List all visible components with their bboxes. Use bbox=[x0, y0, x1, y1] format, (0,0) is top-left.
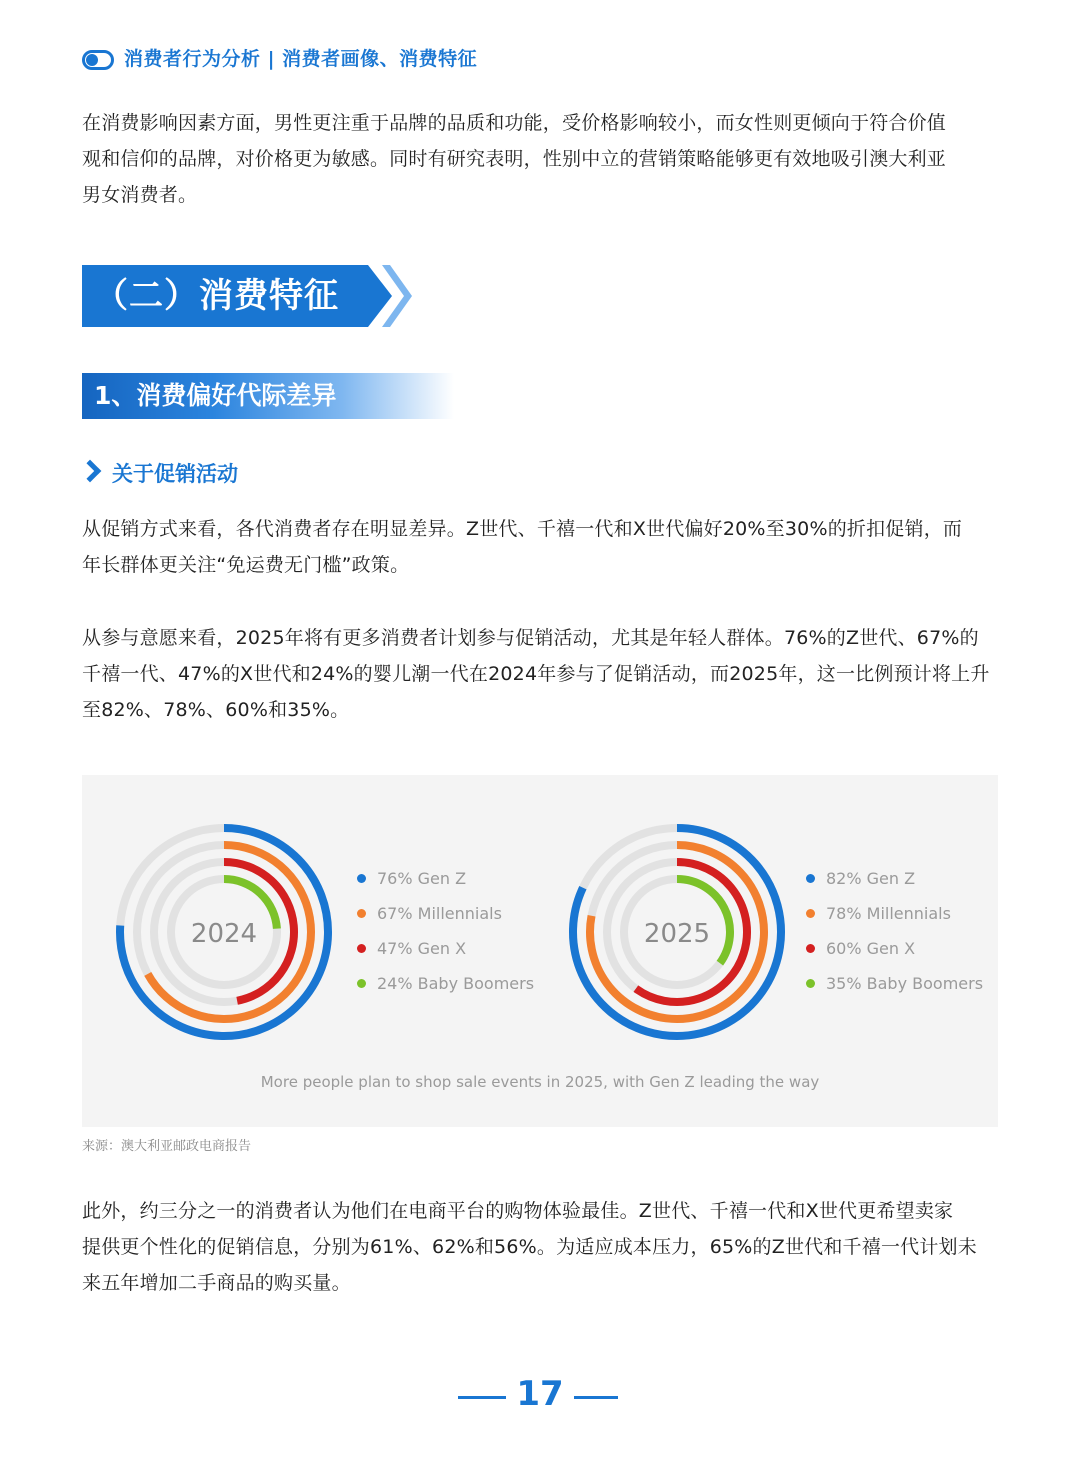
legend-item bbox=[806, 869, 915, 888]
legend-dot-icon bbox=[806, 909, 815, 918]
legend-item bbox=[806, 939, 915, 958]
legend-value: 78% bbox=[826, 904, 862, 923]
para-line: 千禧一代、47%的X世代和24%的婴儿潮一代在2024年参与了促销活动，而2025年，这一比例预计将上升 bbox=[82, 663, 990, 685]
legend-value: 60% bbox=[826, 939, 862, 958]
intro-paragraph bbox=[82, 105, 1002, 213]
legend-dot-icon bbox=[357, 979, 366, 988]
page-divider-right bbox=[574, 1396, 618, 1399]
legend-dot-icon bbox=[806, 944, 815, 953]
section-title: （二）消费特征 bbox=[82, 265, 368, 327]
legend-value: 67% bbox=[377, 904, 413, 923]
figure-source: 来源：澳大利亚邮政电商报告 bbox=[82, 1139, 252, 1154]
page-number: 17 bbox=[516, 1374, 564, 1414]
legend-dot-icon bbox=[806, 874, 815, 883]
para-line: 提供更个性化的促销信息，分别为61%、62%和56%。为适应成本压力，65%的Z世代和千禧一代计划未 bbox=[82, 1236, 977, 1258]
chevron-right-icon bbox=[79, 460, 102, 483]
header-title: 消费者行为分析 | 消费者画像、消费特征 bbox=[124, 48, 478, 70]
legend-value: 47% bbox=[377, 939, 413, 958]
paragraph-participation bbox=[82, 620, 1002, 728]
topic-heading bbox=[82, 458, 238, 488]
legend-series-name: Gen X bbox=[412, 939, 467, 958]
para-line: 年长群体更关注“免运费无门槛”政策。 bbox=[82, 554, 410, 576]
intro-line: 在消费影响因素方面，男性更注重于品牌的品质和功能，受价格影响较小，而女性则更倾向于符合价值 bbox=[82, 112, 947, 134]
legend-value: 35% bbox=[826, 974, 862, 993]
legend-value: 76% bbox=[377, 869, 413, 888]
legend-series-name: Gen Z bbox=[861, 869, 916, 888]
para-line: 此外，约三分之一的消费者认为他们在电商平台的购物体验最佳。Z世代、千禧一代和X世代更希望卖家 bbox=[82, 1200, 954, 1222]
para-line: 从参与意愿来看，2025年将有更多消费者计划参与促销活动，尤其是年轻人群体。76%的Z世代、67%的 bbox=[82, 627, 979, 649]
legend-item bbox=[357, 904, 502, 923]
paragraph-promotion-methods bbox=[82, 511, 1002, 583]
legend-series-name: Gen Z bbox=[412, 869, 467, 888]
legend-series-name: Millennials bbox=[861, 904, 951, 923]
legend-item bbox=[806, 904, 951, 923]
para-line: 至82%、78%、60%和35%。 bbox=[82, 699, 350, 721]
legend-item bbox=[806, 974, 983, 993]
legend-series-name: Millennials bbox=[412, 904, 502, 923]
legend-value: 82% bbox=[826, 869, 862, 888]
legend-series-name: Baby Boomers bbox=[412, 974, 535, 993]
legend-item bbox=[357, 939, 466, 958]
page-divider-left bbox=[458, 1396, 506, 1399]
legend-series-name: Baby Boomers bbox=[861, 974, 984, 993]
legend-value: 24% bbox=[377, 974, 413, 993]
intro-line: 观和信仰的品牌，对价格更为敏感。同时有研究表明，性别中立的营销策略能够更有效地吸引澳大利亚 bbox=[82, 148, 947, 170]
para-line: 来五年增加二手商品的购买量。 bbox=[82, 1272, 351, 1294]
legend-dot-icon bbox=[806, 979, 815, 988]
section-chevron-icon bbox=[360, 265, 416, 327]
chart-center-year: 2024 bbox=[190, 919, 258, 949]
paragraph-personalization bbox=[82, 1193, 1002, 1301]
intro-line: 男女消费者。 bbox=[82, 184, 198, 206]
legend-series-name: Gen X bbox=[861, 939, 916, 958]
figure-panel bbox=[82, 775, 998, 1127]
legend-item bbox=[357, 869, 466, 888]
legend-dot-icon bbox=[357, 909, 366, 918]
header-toggle-icon bbox=[82, 50, 114, 70]
legend-item bbox=[357, 974, 534, 993]
topic-title: 关于促销活动 bbox=[112, 462, 238, 486]
chart-center-year: 2025 bbox=[643, 919, 711, 949]
subsection-title: 1、消费偏好代际差异 bbox=[82, 373, 454, 419]
legend-dot-icon bbox=[357, 874, 366, 883]
figure-caption: More people plan to shop sale events in 2025, with Gen Z leading the way bbox=[260, 1073, 820, 1091]
para-line: 从促销方式来看，各代消费者存在明显差异。Z世代、千禧一代和X世代偏好20%至30%的折扣促销，而 bbox=[82, 518, 963, 540]
legend-dot-icon bbox=[357, 944, 366, 953]
